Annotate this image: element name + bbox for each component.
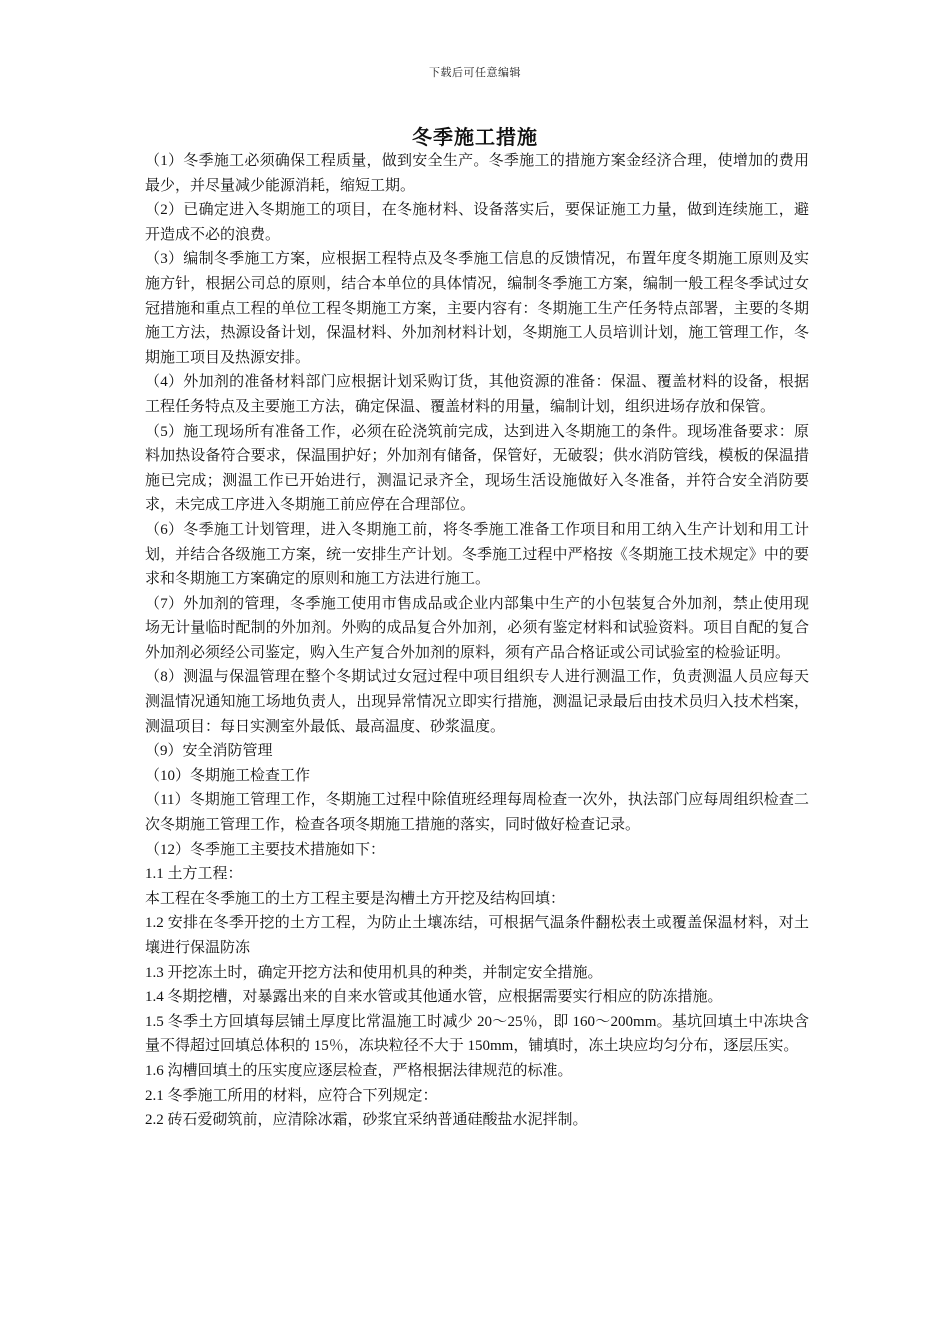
paragraph-5: （5）施工现场所有准备工作，必须在砼浇筑前完成，达到进入冬期施工的条件。现场准备要求：原料加热设备符合要求，保温围护好；外加剂有储备，保管好，无破裂；供水消防管线，模板的保温措施已完成；测温工作已开始进行，测温记录齐全，现场生活设施做好入冬准备，并符合安全消防要求，未完成工序进入冬期施工前应停在合理部位。 — [145, 423, 809, 514]
section-1-6: 1.6 沟槽回填土的压实度应逐层检查，严格根据法律规范的标准。 — [145, 1062, 573, 1079]
paragraph-9: （9）安全消防管理 — [145, 743, 273, 760]
section-1-4: 1.4 冬期挖槽，对暴露出来的自来水管或其他通水管，应根据需要实行相应的防冻措施。 — [145, 989, 723, 1006]
paragraph-4: （4）外加剂的准备材料部门应根据计划采购订货，其他资源的准备：保温、覆盖材料的设备，根据工程任务特点及主要施工方法，确定保温、覆盖材料的用量，编制计划，组织进场存放和保管。 — [145, 374, 809, 415]
section-1-5: 1.5 冬季土方回填每层铺土厚度比常温施工时减少 20～25％，即 160～200mm。基坑回填土中冻块含量不得超过回填总体积的 15％，冻块粒径不大于 150mm，铺填时，冻土块应均匀分布，逐层压实。 — [145, 1013, 809, 1055]
section-1-3: 1.3 开挖冻土时，确定开挖方法和使用机具的种类，并制定安全措施。 — [145, 964, 603, 981]
section-2-2: 2.2 砖石爱砌筑前，应清除冰霜，砂浆宜采纳普通硅酸盐水泥拌制。 — [145, 1112, 588, 1129]
document-body — [145, 149, 809, 1133]
paragraph-6: （6）冬季施工计划管理，进入冬期施工前，将冬季施工准备工作项目和用工纳入生产计划和用工计划，并结合各级施工方案，统一安排生产计划。冬季施工过程中严格按《冬期施工技术规定》中的要求和冬期施工方案确定的原则和施工方法进行施工。 — [145, 521, 809, 588]
section-1-2: 1.2 安排在冬季开挖的土方工程，为防止土壤冻结，可根据气温条件翻松表土或覆盖保温材料，对土壤进行保温防冻 — [145, 915, 809, 956]
section-1-1: 1.1 土方工程： — [145, 866, 243, 883]
paragraph-10: （10）冬期施工检查工作 — [145, 767, 311, 784]
paragraph-3: （3）编制冬季施工方案，应根据工程特点及冬季施工信息的反馈情况，布置年度冬期施工原则及实施方针，根据公司总的原则，结合本单位的具体情况，编制冬季施工方案，编制一般工程冬季试过女冠措施和重点工程的单位工程冬期施工方案，主要内容有：冬期施工生产任务特点部署，主要的冬期施工方法，热源设备计划，保温材料、外加剂材料计划，冬期施工人员培训计划，施工管理工作，冬期施工项目及热源安排。 — [145, 251, 809, 366]
paragraph-11: （11）冬期施工管理工作，冬期施工过程中除值班经理每周检查一次外，执法部门应每周组织检查二次冬期施工管理工作，检查各项冬期施工措施的落实，同时做好检查记录。 — [145, 792, 809, 834]
section-2-1: 2.1 冬季施工所用的材料，应符合下列规定： — [145, 1087, 438, 1104]
header-note: 下载后可任意编辑 — [429, 67, 521, 79]
section-1-intro: 本工程在冬季施工的土方工程主要是沟槽土方开挖及结构回填： — [145, 890, 566, 907]
paragraph-1: （1）冬季施工必须确保工程质量，做到安全生产。冬季施工的措施方案金经济合理，使增加的费用最少，并尽量减少能源消耗，缩短工期。 — [145, 153, 809, 194]
paragraph-2: （2）已确定进入冬期施工的项目，在冬施材料、设备落实后，要保证施工力量，做到连续施工，避开造成不必的浪费。 — [145, 202, 809, 243]
document-title: 冬季施工措施 — [412, 127, 538, 149]
paragraph-7: （7）外加剂的管理，冬季施工使用市售成品或企业内部集中生产的小包装复合外加剂，禁止使用现场无计量临时配制的外加剂。外购的成品复合外加剂，必须有鉴定材料和试验资料。项目自配的复合外加剂必须经公司鉴定，购入生产复合外加剂的原料，须有产品合格证或公司试验室的检验证明。 — [145, 595, 809, 661]
paragraph-12: （12）冬季施工主要技术措施如下： — [145, 841, 386, 858]
paragraph-8: （8）测温与保温管理在整个冬期试过女冠过程中项目组织专人进行测温工作，负责测温人员应每天测温情况通知施工场地负责人，出现异常情况立即实行措施，测温记录最后由技术员归入技术档案，测温项目：每日实测室外最低、最高温度、砂浆温度。 — [145, 669, 809, 735]
